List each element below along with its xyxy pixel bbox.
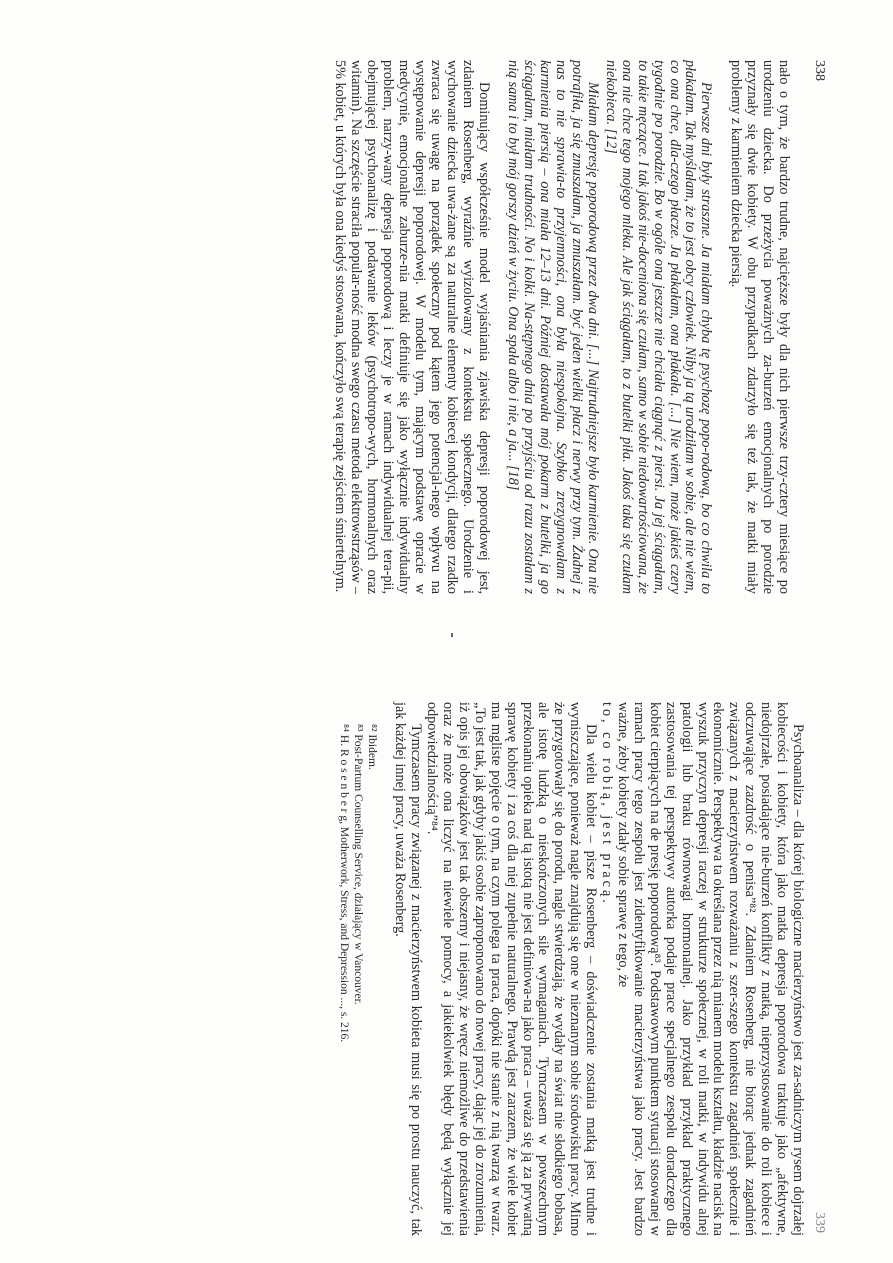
quote-block: Pierwsze dni były straszne. Ja miałam chyba tę psychozę popo-rodową, bo co chwila to płakałam. Tak myślałam, że to jest obcy człowiek. Niby ja tą urodziłam w sobie, ale nie wiem, co ona chce, dla-czego płacze. Ja płakałam, ona płakała. [...] Nie wiem, może jakieś czery tygodnie po porodzie. Bo w ogóle ona jeszcze nie chciała ciągnąć z piersi. Ja jej ściągałam, to takie męczące. I tak jakoś nie-doceniona się czułam, samo w sobie niedowartościowana, że ona nie chce tego mojego mleka. Ale jak ściągałam, to z butelki piła. Jakoś taka się czułam niekobieca. [12] bbox=[602, 60, 715, 594]
footnote: ⁸⁴ H. R o s e n b e r g, Motherwork, Stress, and Depression ..., s. 216. bbox=[338, 724, 351, 1043]
right-page-body bbox=[337, 702, 805, 1236]
right-page bbox=[0, 640, 893, 1263]
emphasized-line: to, co robią, jest pracą. bbox=[599, 702, 616, 906]
left-page-body bbox=[332, 60, 791, 594]
left-page bbox=[0, 0, 893, 630]
footnote: ⁸³ Post-Partum Counselling Service, działający w Vancouver. bbox=[352, 724, 365, 1005]
paragraph: Dla wielu kobiet – pisze Rosenberg – doświadczenie zostania matką jest trudne i wyniszczające, ponieważ nagle znajdują się one w nieznanym sobie środowisku pracy. Mimo że przygotowały się do porodu, nagle stwierdzają, że wydały na świat nie słodkiego bobasa, ale istotę ludzką o nieskończonych sile wymaganiach. Tymczasem w powszechnym przekonaniu opieka nad tą istotą nie jest definiowa-na jako praca – uważa się ją za prywatną sprawę kobiety i za coś dla niej zupełnie naturalnego. Prawdą jest zarazem, że wiele kobiet ma mgliste pojęcie o tym, na czym polega ta praca, dopóki nie stanie z nią twarzą w twarz. „To jest tak, jak gdyby jakiś osobie zaproponowano do nowej pracy, dając jej do zrozumienia, iż opis jej obowiązków jest tak obszerny i niejasny, że wręcz niemożliwe do przedstawienia oraz że może ona liczyć na niewiele pomocy, a jakiekolwiek błędy będą wyłącznie jej odpowiedzialnością”⁸⁴. bbox=[424, 702, 600, 1236]
paragraph: Tymczasem pracy związanej z macierzyństwem kobieta musi się po prostu nauczyć, tak jak każdej innej pracy, uważa Rosenberg. bbox=[392, 702, 425, 1236]
quote-block: Miałam depresję poporodową przez dwa dni. [...] Najtrudniejsze było karmienie. Ona nie potrafiła, ja się zmuszałam, ja zmuszałam. być jeden wielki płacz i nerwy przy tym. Żadnej z nas to nie sprawia-to przyjemności, ona była niespokojna. Szybko zrezygnowałam z karmienia piersią – ona miała 12–13 dni. Później dostawała mój pokarm z butelki, ja go ściągałam, miałam trudności. No i kolki. Na-stępnego dnia po przyjściu od razu zostałam z nią sama i to był mój gorszy dzień w życiu. Ona spała albo i nie, a ja... [18] bbox=[505, 60, 602, 594]
footnote: ⁸² Ibidem. bbox=[366, 724, 379, 770]
paragraph: nało o tym, że bardzo trudne, najcięższe były dla nich pierwsze trzy-cztery miesiące po urodzeniu dziecka. Do przeżycia poważnych za-burzeń emocjonalnych po porodzie przyznały się dwie kobiety. W obu przypadkach zdarzyło się też tak, że matki miały problemy z karmieniem dziecka piersią. bbox=[728, 60, 792, 594]
gutter-mark bbox=[451, 633, 453, 637]
page-number-right: 339 bbox=[812, 1212, 827, 1233]
paragraph: Psychoanaliza – dla której biologiczne macierzyństwo jest za-sadniczym rysem dojrzałej kobiecości i kobiety, która jako matka depresja poporodowa traktuje jako „afektywne, niedojrzałe, posiadające nie-burzeń konflikty z matką, nieprzystosowanie do roli kobiece i odczuwające zazdrość o penisa”⁸². Zdaniem Rosenberg, nie biorąc jednak zagadnień związanych z macierzyństwem rozważaniu z szer-szego kontekstu zagadnień społecznie i ekonomicznie. Perspektywa ta określana przez nią mianem modelu kształtu, kładzie nacisk na wyszuk przyczyn depresji raczej w strukturze społecznej, w roli matki, w indywidu alnej patologii lub braku równowagi hormonalnej. Jako przykład przykład praktycznego zastosowania tej perspektywy autorka podaje prace specjalnego zespołu doradczego dla kobiet cierpiących na de presję poporodową⁸³. Podstawowym punktem sytuacji stosowanej w ramach pracy tego zespołu jest zidentyfikowanie macierzyństwa jako pracy. Jest bardzo ważne, żeby kobiety zdały sobie sprawę z tego, że bbox=[615, 702, 806, 1236]
page-number-left: 338 bbox=[812, 60, 827, 81]
paragraph: Dominujący współcześnie model wyjaśniania zjawiska depresji poporodowej jest, zdaniem Rosenberg, wyraźnie wyizolowany z kontekstu społecznego. Urodzenie i wychowanie dziecka uwa-żane są za naturalne elementy kobiecej kondycji, dlatego rzadko zwraca się uwagę na porządek społeczny pod kątem jego potencjal-nego wpływu na występowanie depresji poporodowej. W modelu tym, mającym podstawę opracie w medycynie, emocjonalne zaburze-nia matki definiuje się jako wyłącznie indywidualny problem, narzy-wany depresja poporodową i leczy je w ramach indywidualnej tera-pii, obejmującej psychoanalizę i podawanie leków (psychotropo-wych, hormonalnych oraz witamin). Na szczęście straciła popular-ność modna swego czasu metoda elektrowstrząsów – 5% kobiet, u których była ona kiedyś stosowana, kończyło swą terapię zejściem śmiertelnym. bbox=[332, 60, 492, 594]
footnotes bbox=[337, 702, 379, 1236]
